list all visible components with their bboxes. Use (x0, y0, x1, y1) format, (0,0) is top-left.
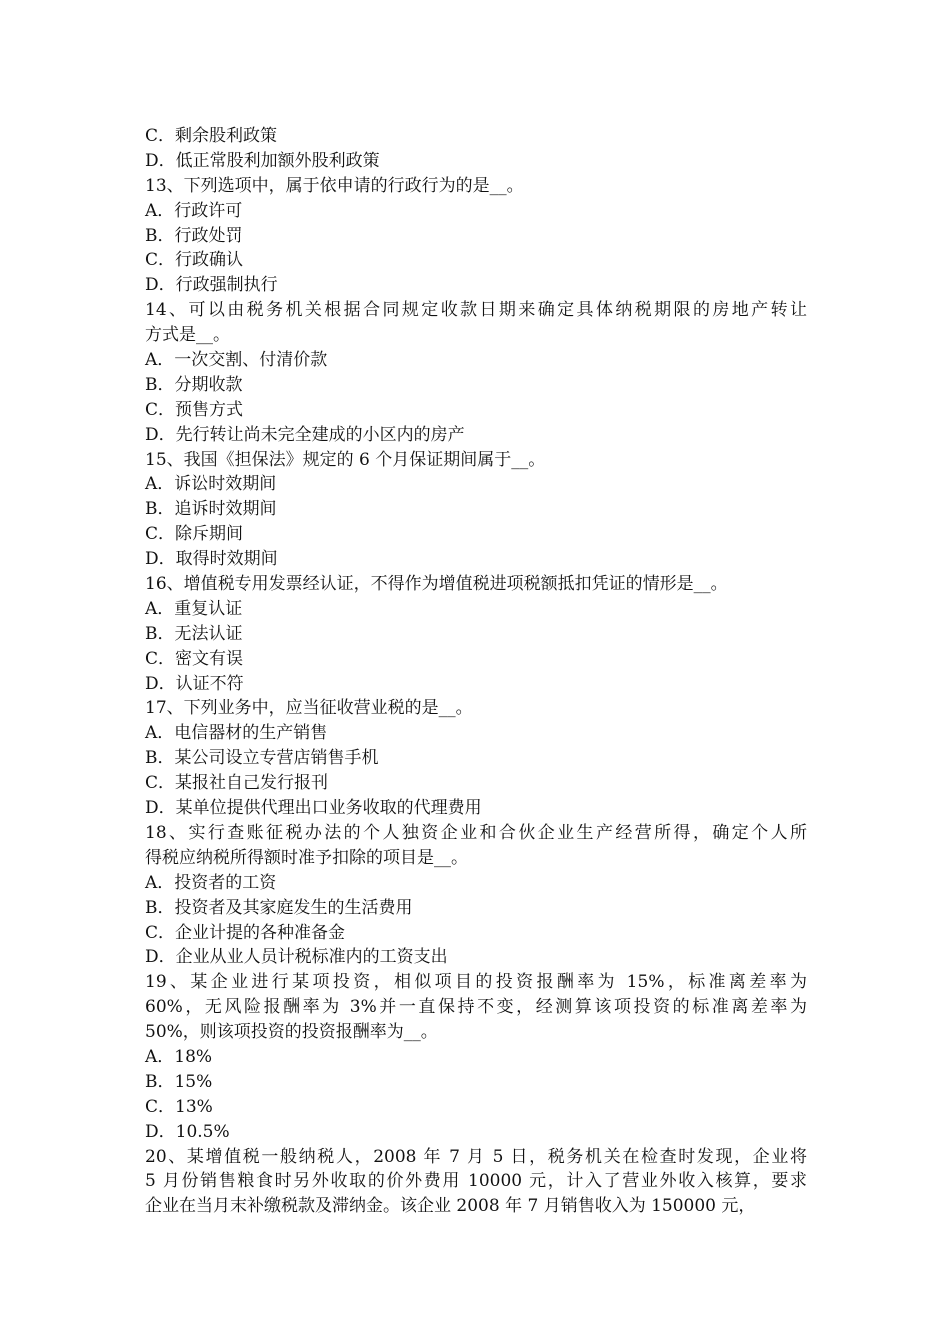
question-20: 20、某增值税一般纳税人，2008 年 7 月 5 日，税务机关在检查时发现，企业将 (145, 1146, 807, 1167)
question-19-cont: 60%，无风险报酬率为 3%并一直保持不变，经测算该项投资的标准离差率为 (145, 997, 807, 1018)
question-16: 16、增值税专用发票经认证，不得作为增值税进项税额抵扣凭证的情形是__。 (145, 574, 728, 595)
option-line: A．投资者的工资 (145, 872, 277, 893)
option-line: A．行政许可 (145, 200, 243, 221)
option-line: C．预售方式 (145, 399, 244, 420)
option-line: D．先行转让尚未完全建成的小区内的房产 (145, 424, 465, 445)
option-line: C．行政确认 (145, 250, 244, 271)
option-line: B．追诉时效期间 (145, 499, 277, 520)
question-18: 18、实行查账征税办法的个人独资企业和合伙企业生产经营所得，确定个人所 (145, 822, 807, 843)
question-14: 14、可以由税务机关根据合同规定收款日期来确定具体纳税期限的房地产转让 (145, 300, 807, 321)
question-14-cont: 方式是__。 (145, 325, 230, 346)
option-line: D．行政强制执行 (145, 275, 278, 296)
option-line: C．剩余股利政策 (145, 126, 278, 146)
document-body (145, 124, 807, 1219)
question-17: 17、下列业务中，应当征收营业税的是__。 (145, 698, 473, 719)
question-20-cont: 5 月份销售粮食时另外收取的价外费用 10000 元，计入了营业外收入核算，要求 (145, 1171, 807, 1192)
question-13: 13、下列选项中，属于依申请的行政行为的是__。 (145, 175, 524, 196)
question-19-cont: 50%，则该项投资的投资报酬率为__。 (145, 1022, 438, 1043)
option-line: B．分期收款 (145, 374, 243, 395)
option-line: D．10.5% (145, 1121, 230, 1142)
option-line: C．除斥期间 (145, 524, 244, 545)
option-line: D．企业从业人员计税标准内的工资支出 (145, 947, 448, 968)
option-line: A．18% (145, 1046, 213, 1067)
option-line: B．无法认证 (145, 623, 243, 644)
question-19: 19、某企业进行某项投资，相似项目的投资报酬率为 15%，标准离差率为 (145, 972, 807, 993)
option-line: A．一次交割、付清价款 (145, 350, 328, 371)
option-line: A．诉讼时效期间 (145, 474, 277, 495)
option-line: C．某报社自己发行报刊 (145, 773, 329, 794)
option-line: D．某单位提供代理出口业务收取的代理费用 (145, 798, 482, 819)
option-line: D．取得时效期间 (145, 549, 278, 570)
option-line: A．重复认证 (145, 598, 243, 619)
question-18-cont: 得税应纳税所得额时准予扣除的项目是__。 (145, 847, 468, 868)
option-line: C．密文有误 (145, 648, 244, 669)
option-line: D．认证不符 (145, 673, 244, 694)
question-20-cont: 企业在当月末补缴税款及滞纳金。该企业 2008 年 7 月销售收入为 150000 元， (145, 1196, 756, 1217)
option-line: B．行政处罚 (145, 225, 243, 246)
option-line: B．15% (145, 1071, 213, 1092)
option-line: D．低正常股利加额外股利政策 (145, 150, 380, 171)
option-line: C．企业计提的各种准备金 (145, 922, 346, 943)
option-line: B．某公司设立专营店销售手机 (145, 748, 379, 769)
option-line: A．电信器材的生产销售 (145, 723, 328, 744)
option-line: B．投资者及其家庭发生的生活费用 (145, 897, 413, 918)
question-15: 15、我国《担保法》规定的 6 个月保证期间属于__。 (145, 449, 546, 470)
option-line: C．13% (145, 1096, 213, 1117)
